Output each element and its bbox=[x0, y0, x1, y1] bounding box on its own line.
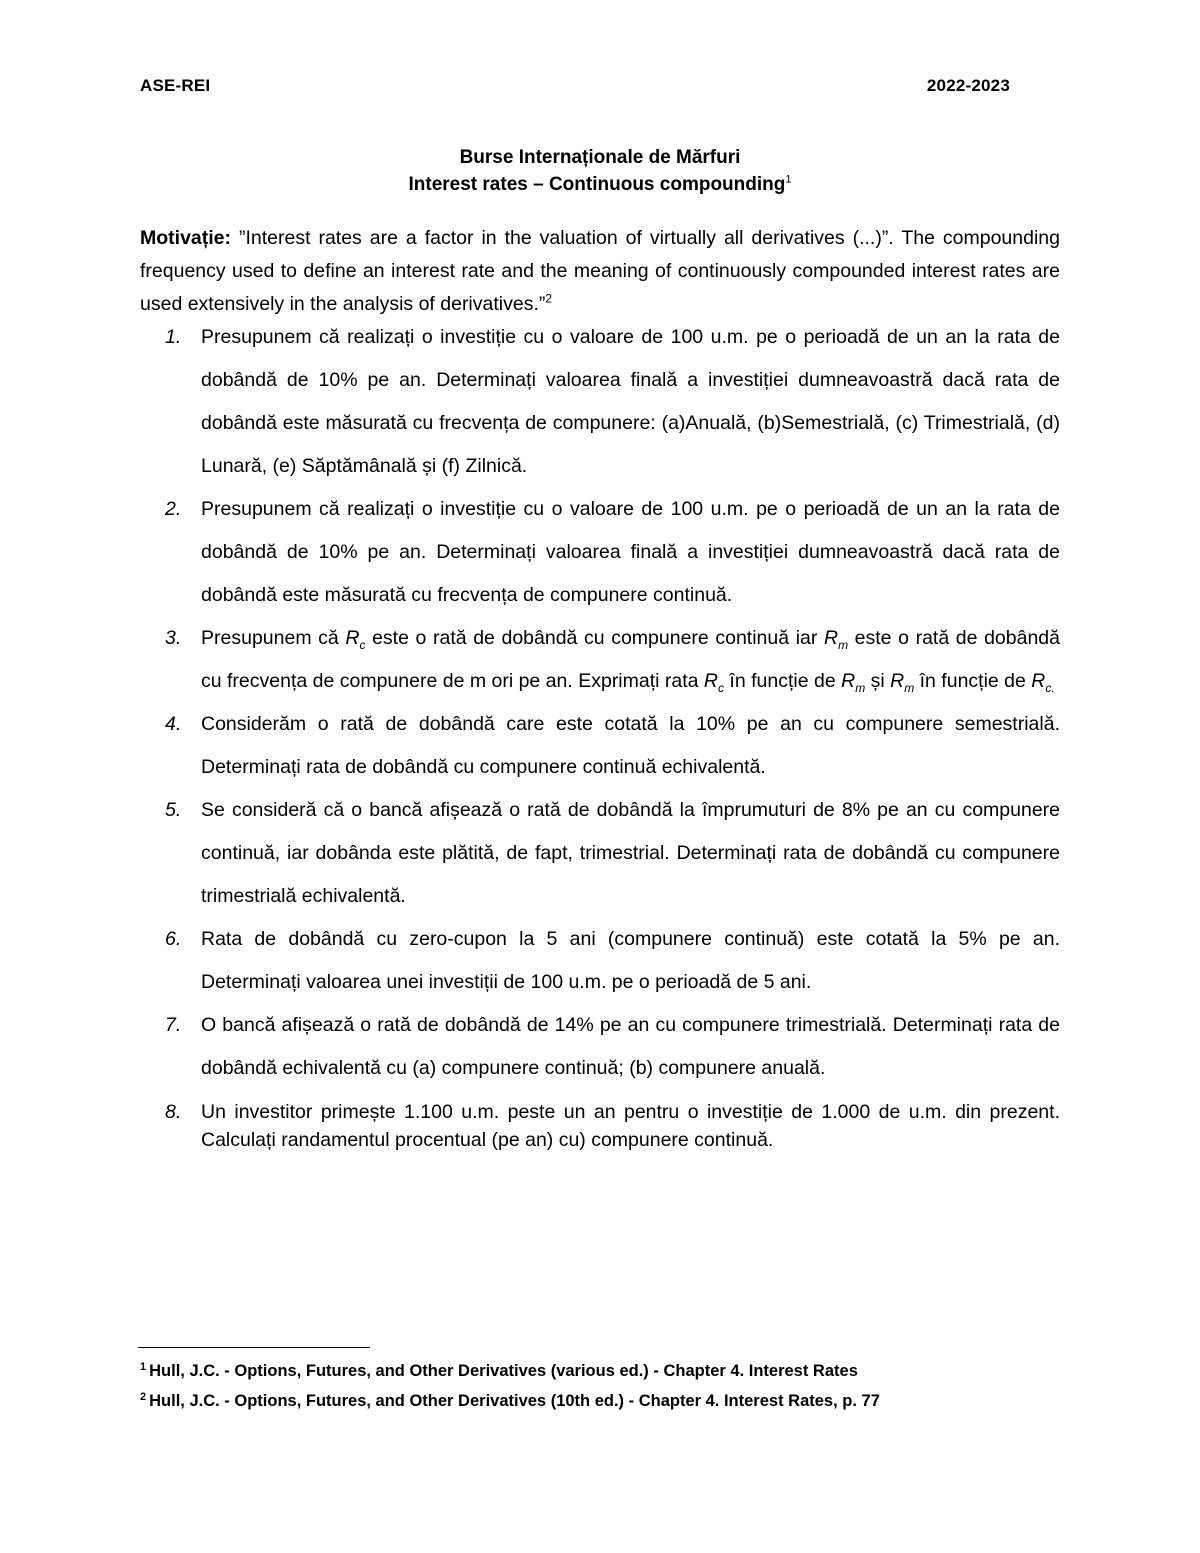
rm-letter: R bbox=[823, 627, 839, 649]
rm-subscript: m bbox=[855, 680, 866, 695]
rc-symbol bbox=[703, 670, 725, 695]
question-number: 1. bbox=[165, 326, 182, 348]
rc-letter: R bbox=[1031, 670, 1046, 692]
rm-subscript: m bbox=[904, 680, 915, 695]
rm-symbol bbox=[890, 670, 915, 695]
footnote-number: 1 bbox=[140, 1360, 147, 1373]
title-line-2 bbox=[140, 171, 1060, 198]
footnote-2 bbox=[140, 1386, 1060, 1416]
question-item-1 bbox=[140, 316, 1060, 488]
rc-letter: R bbox=[345, 627, 360, 649]
header-year: 2022-2023 bbox=[926, 76, 1010, 95]
rc-subscript: c bbox=[359, 637, 366, 652]
question-number: 7. bbox=[165, 1014, 182, 1036]
q3-text-part: Presupunem că bbox=[201, 627, 346, 649]
footnote-number: 2 bbox=[140, 1390, 147, 1403]
question-text: Considerăm o rată de dobândă care este cotată la 10% pe an cu compunere semestrială. Determinați rata de dobândă cu compunere continuă echivalentă. bbox=[201, 713, 1060, 778]
question-number: 4. bbox=[165, 713, 182, 735]
title-line-2-text: Interest rates – Continuous compounding bbox=[408, 174, 786, 195]
rm-letter: R bbox=[841, 670, 856, 692]
footnote-ref-2[interactable]: 2 bbox=[545, 291, 553, 306]
title-line-1: Burse Internaționale de Mărfuri bbox=[459, 147, 741, 168]
rc-subscript: c bbox=[718, 680, 725, 695]
question-text: Presupunem că realizați o investiție cu o valoare de 100 u.m. pe o perioadă de un an la rata de dobândă de 10% pe an. Determinați valoarea finală a investiției dumneavoastră dacă rata de dobândă este măsurată cu frecvența de compunere continuă. bbox=[201, 498, 1060, 606]
question-number: 3. bbox=[165, 627, 182, 649]
question-text: Presupunem că realizați o investiție cu o valoare de 100 u.m. pe o perioadă de un an la rata de dobândă de 10% pe an. Determinați valoarea finală a investiției dumneavoastră dacă rata de dobândă este măsurată cu frecvența de compunere: (a)Anuală, (b)Semestrială, (c) Trimestrială, (d) Lunară, (e) Săptămânală și (f) Zilnică. bbox=[201, 326, 1060, 477]
footnote-1 bbox=[140, 1356, 1060, 1386]
rc-letter: R bbox=[703, 670, 719, 692]
question-number: 5. bbox=[165, 799, 182, 821]
footnote-text: Hull, J.C. - Options, Futures, and Other Derivatives (10th ed.) - Chapter 4. Interest Rates, p. 77 bbox=[149, 1392, 880, 1410]
rm-symbol bbox=[841, 670, 866, 695]
q3-text-part: și bbox=[865, 670, 891, 692]
q3-text-part: este o rată de dobândă cu compunere continuă iar bbox=[365, 627, 824, 649]
q3-text-part: în funcție de bbox=[724, 670, 842, 692]
question-item-4 bbox=[140, 703, 1060, 789]
document-title bbox=[140, 144, 1060, 198]
question-text: Se consideră că o bancă afișează o rată de dobândă la împrumuturi de 8% pe an cu compunere continuă, iar dobânda este plătită, de fapt, trimestrial. Determinați rata de dobândă cu compunere trimestrială echivalentă. bbox=[201, 799, 1060, 907]
rc-symbol bbox=[345, 627, 366, 652]
rm-symbol bbox=[823, 627, 849, 652]
question-item-6 bbox=[140, 918, 1060, 1004]
question-number: 6. bbox=[165, 928, 182, 950]
question-number: 8. bbox=[165, 1101, 182, 1123]
motivation-text: ”Interest rates are a factor in the valuation of virtually all derivatives (...)”. The compounding frequency used to define an interest rate and the meaning of continuously compounded interest rates are used extensively in the analysis of derivatives.” bbox=[140, 227, 1060, 315]
question-item-8 bbox=[140, 1090, 1060, 1154]
q3-text-part: în funcție de bbox=[914, 670, 1032, 692]
header-institution: ASE-REI bbox=[140, 76, 211, 95]
footnote-text: Hull, J.C. - Options, Futures, and Other Derivatives (various ed.) - Chapter 4. Interest Rates bbox=[149, 1362, 858, 1380]
question-number: 2. bbox=[165, 498, 182, 520]
question-item-2 bbox=[140, 488, 1060, 617]
rc-symbol bbox=[1031, 670, 1055, 695]
question-text: Un investitor primește 1.100 u.m. peste un an pentru o investiție de 1.000 de u.m. din prezent. Calculați randamentul procentual (pe an) cu) compunere continuă. bbox=[201, 1101, 1060, 1151]
question-text: O bancă afișează o rată de dobândă de 14% pe an cu compunere trimestrială. Determinați rata de dobândă echivalentă cu (a) compunere continuă; (b) compunere anuală. bbox=[201, 1014, 1060, 1079]
question-text bbox=[201, 627, 1060, 695]
q3-text-part: este o rată de dobândă cu frecvența de compunere de m ori pe an. Exprimați rata bbox=[201, 627, 1060, 692]
question-item-5 bbox=[140, 789, 1060, 918]
question-item-7 bbox=[140, 1004, 1060, 1090]
motivation-label: Motivație: bbox=[140, 227, 232, 249]
question-item-3 bbox=[140, 617, 1060, 703]
question-text: Rata de dobândă cu zero-cupon la 5 ani (compunere continuă) este cotată la 5% pe an. Determinați valoarea unei investiții de 100 u.m. pe o perioadă de 5 ani. bbox=[201, 928, 1060, 993]
footnotes bbox=[140, 1356, 1060, 1416]
footnote-separator bbox=[138, 1347, 370, 1348]
motivation-paragraph bbox=[140, 222, 1060, 321]
question-list bbox=[140, 316, 1060, 1154]
footnote-ref-1[interactable]: 1 bbox=[785, 173, 792, 186]
rc-subscript: c. bbox=[1045, 680, 1055, 695]
rm-letter: R bbox=[890, 670, 905, 692]
rm-subscript: m bbox=[838, 637, 849, 652]
